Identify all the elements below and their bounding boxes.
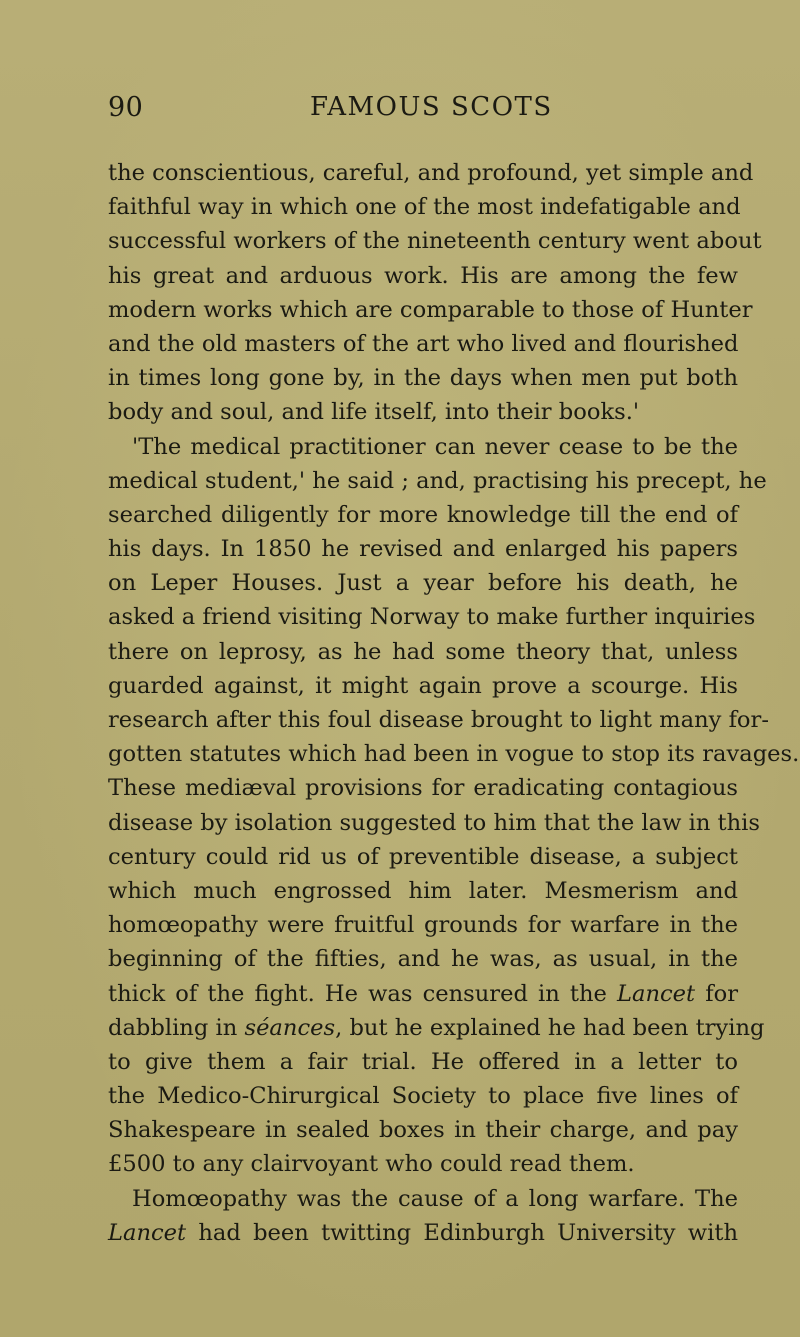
text-line-6: and the old masters of the art who lived and flourished [108,330,739,357]
text-line-25-start: thick of the fight. He was censured in the [108,980,617,1007]
text-line-20: disease by isolation suggested to him that the law in this [108,809,760,836]
text-line-12: his days. In 1850 he revised and enlarged his papers [108,536,738,563]
text-line-30: £500 to any clairvoyant who could read them. [108,1151,635,1178]
text-line-19: These mediæval provisions for eradicating contagious [108,775,738,802]
text-line-27: to give them a fair trial. He offered in a letter to [108,1048,738,1075]
text-line-26-start: dabbling in [108,1014,245,1041]
text-line-28: the Medico-Chirurgical Society to place five lines of [108,1083,738,1110]
text-line-22: which much engrossed him later. Mesmerism and [108,877,738,904]
text-line-10: medical student,' he said ; and, practising his precept, he [108,467,767,494]
text-line-21: century could rid us of preventible disease, a subject [108,843,738,870]
text-line-2: faithful way in which one of the most indefatigable and [108,194,741,221]
running-head: FAMOUS SCOTS [310,92,553,122]
text-line-26-end: , but he explained he had been trying [335,1014,765,1041]
text-line-24: beginning of the fifties, and he was, as usual, in the [108,946,738,973]
text-line-4: his great and arduous work. His are among the few [108,262,738,289]
text-line-5: modern works which are comparable to those of Hunter [108,296,753,323]
text-line-32-end: had been twitting Edinburgh University with [186,1219,738,1246]
text-line-14: asked a friend visiting Norway to make further inquiries [108,604,756,631]
text-line-29: Shakespeare in sealed boxes in their charge, and pay [108,1117,738,1144]
page-number: 90 [108,92,144,123]
text-line-26 [108,1011,765,1045]
text-line-31: Homœopathy was the cause of a long warfare. The [132,1185,738,1212]
text-line-18: gotten statutes which had been in vogue to stop its ravages. [108,741,800,768]
text-line-32 [108,1216,738,1250]
text-line-8: body and soul, and life itself, into their books.' [108,399,640,426]
text-line-17: research after this foul disease brought to light many for- [108,707,769,733]
text-line-25 [108,977,738,1011]
text-line-25-end: for [695,980,739,1007]
lancet-title-2: Lancet [108,1219,187,1246]
page-header [108,92,728,128]
text-line-3: successful workers of the nineteenth century went about [108,228,762,255]
lancet-title: Lancet [617,980,696,1007]
text-line-15: there on leprosy, as he had some theory that, unless [108,638,738,665]
text-line-13: on Leper Houses. Just a year before his death, he [108,570,738,597]
text-line-11: searched diligently for more knowledge till the end of [108,501,738,528]
body-text [108,156,800,1250]
text-line-16: guarded against, it might again prove a scourge. His [108,672,738,699]
text-line-1: the conscientious, careful, and profound, yet simple and [108,160,754,186]
seances-term: séances [244,1014,336,1041]
text-line-7: in times long gone by, in the days when men put both [108,365,738,392]
text-line-9: 'The medical practitioner can never cease to be the [132,433,738,460]
text-line-23: homœopathy were fruitful grounds for warfare in the [108,912,738,939]
